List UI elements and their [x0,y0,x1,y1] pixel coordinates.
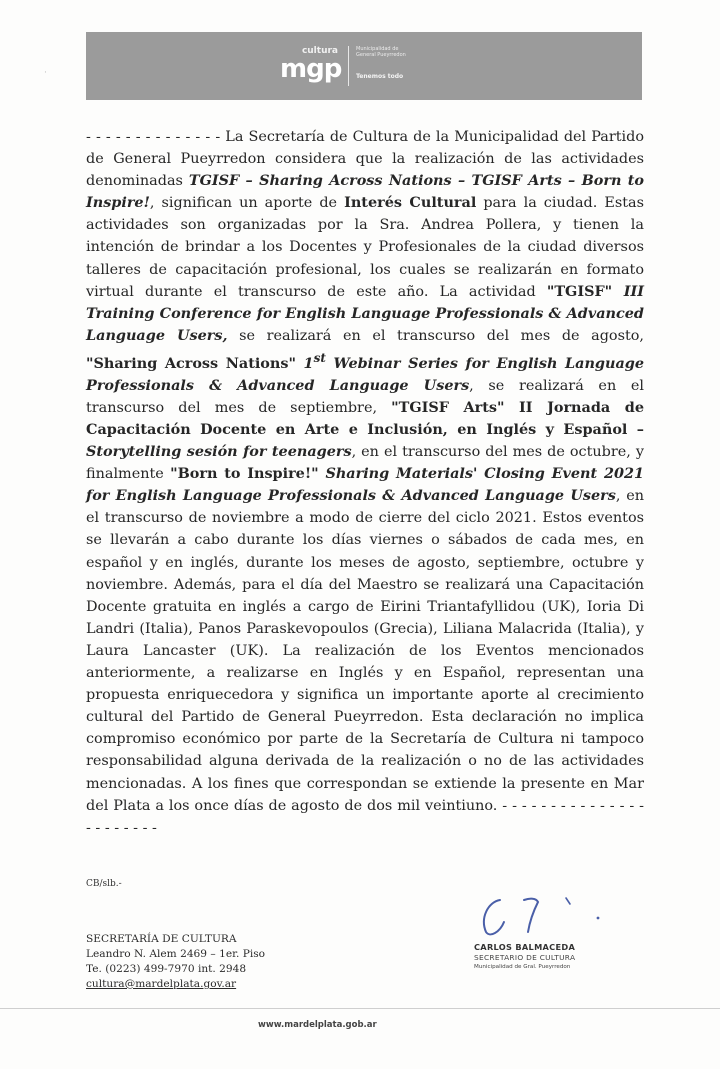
logo-line: General Pueyrredon [356,52,406,58]
ordinal-number: 1 [295,354,314,372]
text-run: , significan un aporte de [149,195,345,212]
office-name: SECRETARÍA DE CULTURA [86,933,237,945]
scan-mark: · [44,68,47,78]
office-phone: Te. (0223) 499-7970 int. 2948 [86,963,247,975]
event-title-webinar: Webinar Series for English Language Professionals & Advanced Language Users [86,354,644,394]
text-run: para la ciudad. Estas actividades son organizadas por la Sra. Andrea Pollera, y tienen la intención de brindar a los Docentes y Profesionales de la ciudad diversos talleres de capacitación profesional, los cuales se realizarán en formato virtual durante el transcurso de este año. La actividad [86,195,644,300]
website-url[interactable]: www.mardelplata.gob.ar [258,1020,377,1030]
text-run: se realizará en el transcurso del mes de agosto, [227,327,644,344]
event-title-closing: Sharing Materials' Closing Event 2021 for English Language Professionals & Advanced Language Users [86,465,645,505]
event-ordinal [295,350,326,372]
text-run: , en el transcurso del mes de octubre, y finalmente [86,444,644,483]
office-contact-block [86,932,265,992]
declaration-paragraph [86,126,644,839]
signatory-organization: Municipalidad de Gral. Pueyrredon [474,964,571,970]
event-title-storytelling: Storytelling sesión for teenagers [86,443,352,461]
cultura-mgp-logo [280,44,340,90]
handwritten-signature [470,892,620,940]
office-email-link[interactable]: cultura@mardelplata.gov.ar [86,978,237,990]
event-name-tgisf: "TGISF" [546,282,613,300]
logo-slogan: Tenemos todo [356,73,404,80]
event-title-arts: "TGISF Arts" II Jornada de Capacitación Docente en Arte e Inclusión, en Inglés y Español – [86,398,644,439]
logo-divider [348,46,349,86]
logo-small-text: cultura [301,46,338,56]
footer-divider [0,1008,720,1009]
logo-municipality-lines [356,46,476,58]
logo-line: Municipalidad de [356,46,399,52]
text-run: , se realizará en el transcurso del mes de septiembre, [86,377,644,416]
activities-title: TGISF – Sharing Across Nations – TGISF Arts – Born to Inspire! [86,172,645,212]
signatory-title: SECRETARIO DE CULTURA [474,953,576,962]
typist-initials: CB/slb.- [86,879,122,889]
office-address: Leandro N. Alem 2469 – 1er. Piso [86,948,266,960]
declaration-body [86,126,644,839]
header-banner [86,32,642,100]
event-title-training: III Training Conference for English Language Professionals & Advanced Language Users, [86,282,644,344]
text-run: , en el transcurso de noviembre a modo de cierre del ciclo 2021. Estos eventos se llevarán a cabo durante los días viernes o sábados de cada mes, en español y en inglés, durante los meses de agosto, septiembre, octubre y noviembre. Además, para el día del Maestro se realizará una Capacitación Docente gratuita en inglés a cargo de Eirini Triantafyllidou (UK), Ioria Di Landri (Italia), Panos Paraskevopoulos (Grecia), Liliana Malacrida (Italia), y Laura Lancaster (UK). La realización de los Eventos mencionados anteriormente, a realizarse en Inglés y en Español, representan una propuesta enriquecedora y significa un importante aporte al crecimiento cultural del Partido de General Pueyrredon. Esta declaración no implica compromiso económico por parte de la Secretaría de Cultura ni tampoco responsabilidad alguna derivada de la realización o no de las actividades mencionadas. A los fines que correspondan se extiende la presente en Mar del Plata a los once días de agosto de dos mil veintiuno. - - - - - - - - - - - - - - - - - - - - - - - [86,488,644,836]
cultural-interest-label: Interés Cultural [344,194,477,212]
event-name-sharing: "Sharing Across Nations" [86,354,296,372]
event-name-born: "Born to Inspire!" [170,465,319,483]
text-run: - - - - - - - - - - - - - - La Secretaría de Cultura de la Municipalidad del Partido de General Pueyrredon considera que la realización de las actividades denominadas [86,129,644,190]
ordinal-suffix: st [313,350,326,365]
logo-big-text: mgp [280,54,342,84]
signatory-name: CARLOS BALMACEDA [474,942,576,952]
